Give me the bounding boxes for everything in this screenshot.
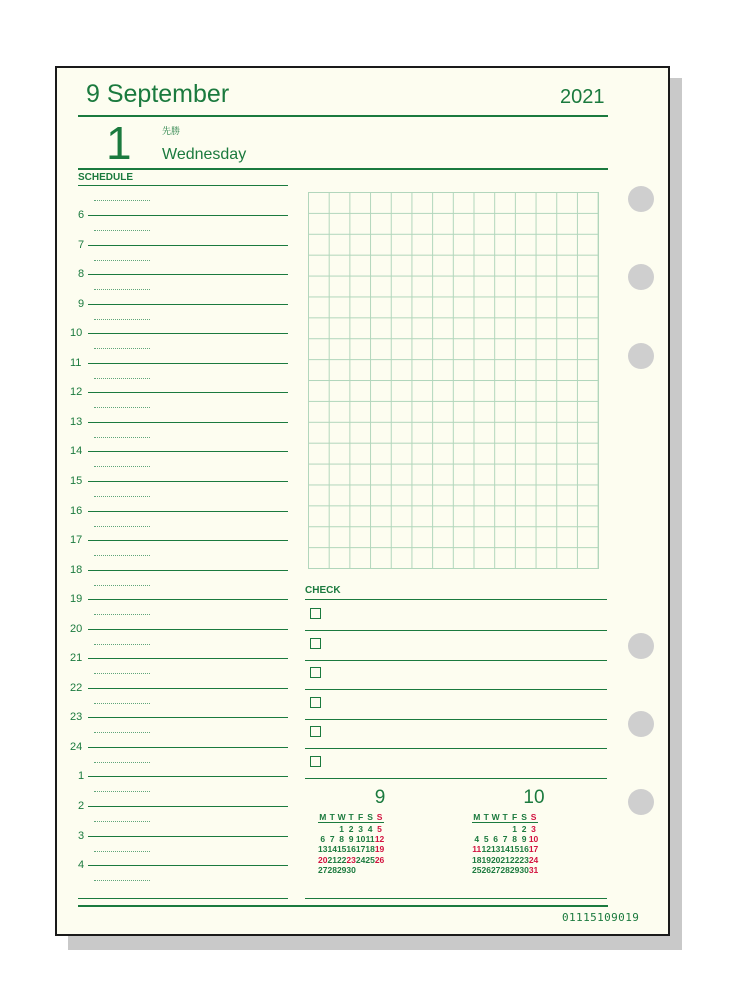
weekday-header: T — [500, 812, 509, 823]
check-item-line[interactable] — [305, 660, 607, 661]
calendar-day: 8 — [339, 833, 345, 844]
calendar-day: 29 — [336, 865, 347, 876]
half-hour-line — [94, 437, 150, 438]
calendar-day: 14 — [327, 844, 337, 855]
calendar-day: 9 — [521, 833, 527, 844]
half-hour-line — [94, 348, 150, 349]
half-hour-line — [94, 673, 150, 674]
mini-calendar-month: 9 — [374, 787, 386, 808]
half-hour-line — [94, 319, 150, 320]
calendar-day — [491, 823, 500, 834]
binder-hole — [628, 186, 654, 212]
hour-label: 11 — [70, 356, 82, 369]
calendar-day: 21 — [327, 854, 337, 865]
check-item-checkbox[interactable] — [310, 638, 321, 649]
date-rule — [78, 168, 608, 170]
half-hour-line — [94, 200, 150, 201]
calendar-day: 6 — [493, 833, 499, 844]
day-number: 1 — [106, 117, 132, 169]
calendar-day: 23 — [346, 854, 356, 865]
half-hour-line — [94, 614, 150, 615]
hour-label: 17 — [70, 534, 83, 547]
check-item-line[interactable] — [305, 748, 607, 749]
half-hour-line — [94, 230, 150, 231]
check-item-line[interactable] — [305, 630, 607, 631]
calendar-day: 22 — [336, 854, 347, 865]
calendar-day: 24 — [355, 854, 366, 865]
footer-rule — [78, 905, 608, 907]
weekday-header: S — [521, 812, 527, 823]
calendar-day — [481, 823, 490, 834]
check-item-checkbox[interactable] — [310, 608, 321, 619]
calendar-day: 19 — [481, 854, 491, 865]
calendar-day: 27 — [490, 865, 501, 876]
hour-label: 4 — [78, 859, 85, 872]
half-hour-line — [94, 791, 150, 792]
hour-line[interactable] — [88, 274, 288, 275]
calendar-day: 15 — [509, 844, 520, 855]
product-code: 01115109019 — [562, 911, 640, 924]
half-hour-line — [94, 703, 150, 704]
hour-line[interactable] — [88, 599, 288, 600]
half-hour-line — [94, 851, 150, 852]
hour-line[interactable] — [88, 865, 288, 866]
half-hour-line — [94, 762, 150, 763]
calendar-day: 22 — [509, 854, 520, 865]
half-hour-line — [94, 644, 150, 645]
check-label: CHECK — [305, 585, 341, 596]
hour-line[interactable] — [88, 422, 288, 423]
hour-label: 22 — [70, 681, 83, 694]
hour-label: 10 — [70, 327, 83, 340]
weekday-header: S — [367, 812, 373, 823]
half-hour-line — [94, 526, 150, 527]
hour-label: 23 — [70, 711, 83, 724]
calendar-day: 11 — [472, 844, 482, 855]
calendar-day: 15 — [336, 844, 347, 855]
calendar-day: 2 — [521, 823, 527, 834]
calendar-day: 26 — [374, 854, 385, 865]
hour-line[interactable] — [88, 688, 288, 689]
calendar-day: 24 — [528, 854, 539, 865]
check-item-line[interactable] — [305, 778, 607, 779]
half-hour-line — [94, 289, 150, 290]
half-hour-line — [94, 821, 150, 822]
half-hour-line — [94, 880, 150, 881]
hour-line[interactable] — [88, 363, 288, 364]
hour-label: 6 — [78, 209, 85, 221]
rokuyo-label: 先勝 — [162, 126, 181, 136]
hour-label: 14 — [70, 445, 83, 458]
hour-line[interactable] — [88, 658, 288, 659]
calendar-day: 5 — [483, 833, 489, 844]
hour-line[interactable] — [88, 304, 288, 305]
hour-label: 2 — [78, 800, 85, 812]
calendar-day: 18 — [365, 844, 375, 855]
calendar-day: 28 — [500, 865, 510, 876]
half-hour-line — [94, 378, 150, 379]
calendar-day: 30 — [346, 865, 356, 876]
calendar-day: 7 — [502, 833, 508, 844]
mini-calendar-month: 10 — [523, 787, 545, 808]
hour-line[interactable] — [88, 570, 288, 571]
calendar-day — [327, 823, 336, 834]
calendar-day: 28 — [327, 865, 337, 876]
header-rule — [78, 115, 608, 117]
calendar-day: 1 — [512, 823, 517, 834]
calendar-day: 10 — [355, 833, 366, 844]
calendar-day: 11 — [365, 833, 375, 844]
hour-label: 20 — [70, 622, 83, 635]
calendar-day: 1 — [339, 823, 345, 834]
hour-line[interactable] — [88, 215, 288, 216]
check-item-checkbox[interactable] — [310, 756, 321, 767]
calendar-day: 4 — [367, 823, 373, 834]
half-hour-line — [94, 260, 150, 261]
weekday-header: T — [346, 812, 355, 823]
check-item-line[interactable] — [305, 719, 607, 720]
calendar-day: 18 — [472, 854, 482, 865]
calendar-day — [472, 823, 481, 834]
calendar-day: 8 — [512, 833, 517, 844]
hour-label: 18 — [70, 563, 83, 576]
mini-calendar-grid — [472, 812, 538, 875]
calendar-day: 3 — [358, 823, 363, 834]
hour-line[interactable] — [88, 717, 288, 718]
hour-line[interactable] — [88, 776, 288, 777]
hour-line[interactable] — [88, 451, 288, 452]
calendar-day: 7 — [329, 833, 335, 844]
check-item-checkbox[interactable] — [310, 667, 321, 678]
weekday-header: F — [510, 812, 519, 823]
weekday-label: Wednesday — [162, 146, 247, 163]
memo-grid[interactable] — [308, 192, 599, 569]
hour-label: 1 — [78, 770, 85, 783]
calendar-day: 31 — [528, 865, 539, 876]
calendar-day: 26 — [481, 865, 491, 876]
check-item-checkbox[interactable] — [310, 697, 321, 708]
hour-line[interactable] — [88, 481, 288, 482]
calendar-day: 27 — [318, 865, 328, 876]
calendar-day: 30 — [519, 865, 529, 876]
calendar-day: 5 — [377, 823, 382, 834]
bottom-rule-right — [305, 898, 607, 899]
calendar-day: 20 — [318, 854, 328, 865]
hour-label: 7 — [78, 238, 85, 251]
binder-hole — [628, 343, 654, 369]
hour-label: 21 — [70, 652, 83, 665]
weekday-header: W — [491, 812, 500, 823]
weekday-header: S — [376, 812, 383, 823]
bottom-rule-left — [78, 898, 288, 899]
hour-line[interactable] — [88, 540, 288, 541]
hour-line[interactable] — [88, 747, 288, 748]
calendar-day — [500, 823, 509, 834]
date-title: 9 September — [86, 80, 230, 108]
half-hour-line — [94, 555, 150, 556]
calendar-day: 17 — [528, 844, 539, 855]
hour-label: 24 — [70, 740, 83, 753]
calendar-day: 9 — [348, 833, 354, 844]
check-item-line[interactable] — [305, 689, 607, 690]
calendar-day: 20 — [490, 854, 501, 865]
half-hour-line — [94, 496, 150, 497]
binder-hole — [628, 711, 654, 737]
calendar-day: 3 — [531, 823, 536, 834]
binder-hole — [628, 633, 654, 659]
hour-label: 9 — [78, 297, 85, 310]
schedule-rule — [78, 185, 288, 186]
calendar-day — [365, 865, 374, 875]
calendar-day — [356, 865, 365, 875]
hour-line[interactable] — [88, 392, 288, 393]
binder-hole — [628, 789, 654, 815]
hour-line[interactable] — [88, 836, 288, 837]
calendar-day — [318, 823, 327, 834]
calendar-day: 6 — [320, 833, 326, 844]
half-hour-line — [94, 585, 150, 586]
year-label: 2021 — [560, 86, 605, 108]
weekday-header: M — [319, 812, 327, 823]
hour-line[interactable] — [88, 629, 288, 630]
schedule-label: SCHEDULE — [78, 172, 134, 183]
weekday-header: T — [481, 812, 490, 823]
calendar-day: 4 — [474, 833, 480, 844]
weekday-header: W — [337, 812, 346, 823]
weekday-header: S — [530, 812, 537, 823]
hour-line[interactable] — [88, 806, 288, 807]
calendar-day: 21 — [500, 854, 510, 865]
calendar-day: 16 — [519, 844, 529, 855]
calendar-day: 2 — [348, 823, 354, 834]
weekday-header: M — [473, 812, 481, 823]
calendar-day: 16 — [346, 844, 356, 855]
calendar-day: 10 — [528, 833, 539, 844]
calendar-day: 25 — [365, 854, 375, 865]
check-item-checkbox[interactable] — [310, 726, 321, 737]
calendar-day: 29 — [509, 865, 520, 876]
calendar-day: 25 — [472, 865, 482, 876]
half-hour-line — [94, 407, 150, 408]
hour-label: 15 — [70, 474, 83, 487]
hour-label: 12 — [70, 386, 83, 399]
mini-calendar-grid — [318, 812, 384, 875]
check-rule — [305, 599, 607, 600]
calendar-day: 13 — [318, 844, 328, 855]
calendar-day — [375, 865, 384, 875]
half-hour-line — [94, 466, 150, 467]
calendar-day: 14 — [500, 844, 510, 855]
calendar-day: 17 — [355, 844, 366, 855]
calendar-day: 23 — [519, 854, 529, 865]
weekday-header: F — [356, 812, 365, 823]
calendar-day: 19 — [374, 844, 385, 855]
hour-line[interactable] — [88, 511, 288, 512]
calendar-day: 12 — [374, 833, 385, 844]
calendar-day: 12 — [481, 844, 491, 855]
hour-label: 16 — [70, 504, 83, 517]
hour-line[interactable] — [88, 333, 288, 334]
calendar-day: 13 — [490, 844, 501, 855]
hour-label: 8 — [78, 268, 85, 281]
hour-line[interactable] — [88, 245, 288, 246]
half-hour-line — [94, 732, 150, 733]
binder-hole — [628, 264, 654, 290]
hour-label: 19 — [70, 593, 83, 606]
hour-label: 13 — [70, 415, 83, 428]
weekday-header: T — [327, 812, 336, 823]
hour-label: 3 — [78, 829, 85, 842]
